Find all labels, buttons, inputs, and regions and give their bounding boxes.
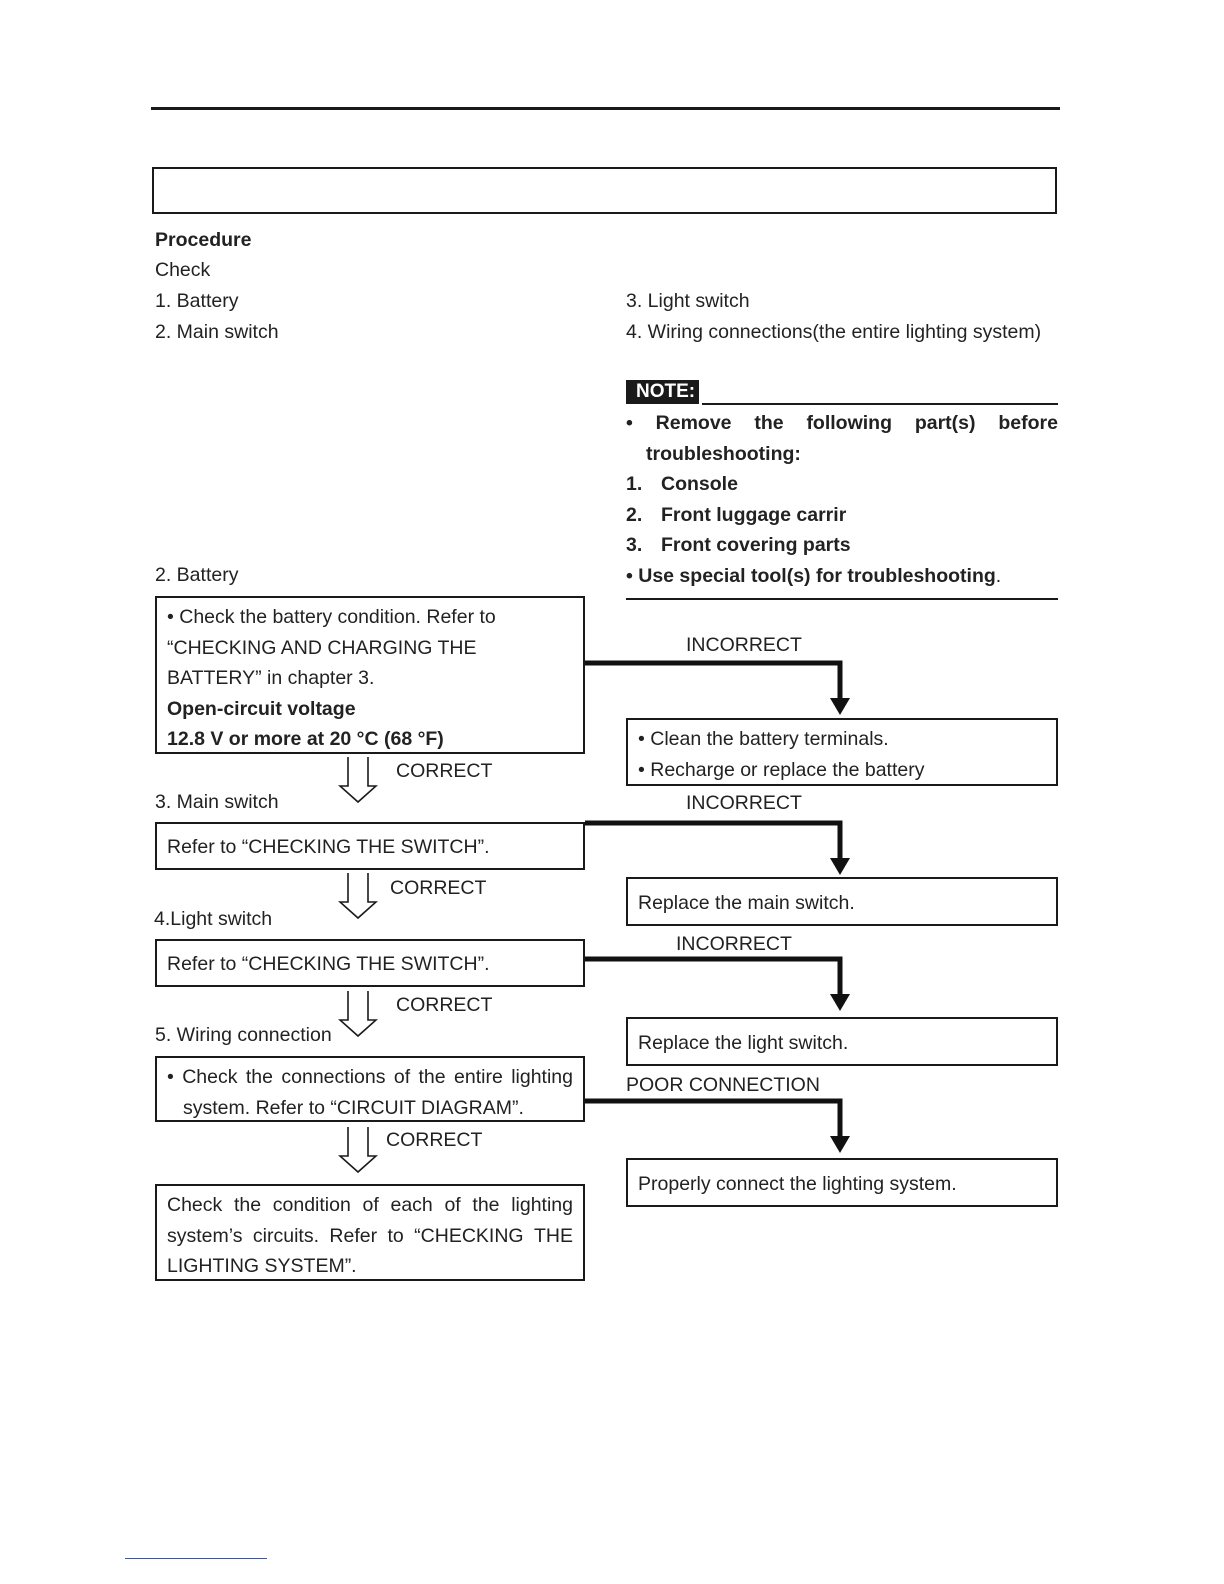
note-part-text: Front luggage carrir bbox=[661, 504, 847, 526]
check-item: 4. Wiring connections(the entire lighting system) bbox=[626, 321, 1042, 343]
check-label: Check bbox=[155, 259, 211, 281]
main-switch-check-box bbox=[155, 822, 585, 870]
box-line bbox=[167, 1190, 573, 1221]
word: the bbox=[418, 1066, 446, 1088]
word: lighting bbox=[511, 1194, 573, 1216]
word: THE bbox=[534, 1224, 573, 1247]
header-rule bbox=[151, 107, 1060, 110]
word: system’s bbox=[167, 1224, 243, 1247]
down-arrow-icon bbox=[338, 756, 378, 804]
word: the bbox=[472, 1194, 500, 1216]
word: Check bbox=[167, 1194, 223, 1216]
word: of bbox=[444, 1194, 461, 1216]
correct-label: CORRECT bbox=[396, 760, 493, 782]
word: of bbox=[362, 1194, 379, 1216]
wiring-check-box bbox=[155, 1056, 585, 1122]
step-label-battery: 2. Battery bbox=[155, 564, 239, 586]
wiring-remedy-box bbox=[626, 1158, 1058, 1207]
word: lighting bbox=[511, 1066, 573, 1088]
box-line: Properly connect the lighting system. bbox=[638, 1173, 957, 1195]
box-line bbox=[167, 1062, 573, 1093]
box-line: • Clean the battery terminals. bbox=[638, 728, 889, 750]
spec-value: 12.8 V or more at 20 °C (68 °F) bbox=[167, 728, 444, 751]
incorrect-label: INCORRECT bbox=[686, 634, 802, 656]
special-tool-text: • Use special tool(s) for troubleshooting bbox=[626, 565, 996, 587]
note-rule-top bbox=[702, 403, 1058, 405]
word: “CHECKING bbox=[414, 1224, 524, 1247]
box-line: “CHECKING AND CHARGING THE bbox=[167, 636, 477, 659]
down-arrow-icon bbox=[338, 872, 378, 920]
box-line: Refer to “CHECKING THE SWITCH”. bbox=[167, 953, 490, 975]
check-item: 2. Main switch bbox=[155, 321, 279, 343]
note-rule-bottom bbox=[626, 598, 1058, 600]
bullet: • bbox=[626, 412, 633, 434]
note-word: following bbox=[806, 412, 892, 434]
correct-label: CORRECT bbox=[396, 994, 493, 1016]
correct-label: CORRECT bbox=[390, 877, 487, 899]
word: of bbox=[393, 1066, 411, 1088]
word: each bbox=[390, 1194, 433, 1216]
main-switch-remedy-box bbox=[626, 877, 1058, 926]
incorrect-flow-arrow bbox=[585, 658, 855, 718]
box-line: Replace the main switch. bbox=[638, 892, 855, 914]
correct-label: CORRECT bbox=[386, 1129, 483, 1151]
step-label-light-switch: 4.Light switch bbox=[154, 908, 273, 930]
incorrect-label: INCORRECT bbox=[686, 792, 802, 814]
box-line: BATTERY” in chapter 3. bbox=[167, 667, 375, 690]
note-word: part(s) bbox=[914, 412, 976, 434]
word: entire bbox=[454, 1066, 503, 1088]
box-line: LIGHTING SYSTEM”. bbox=[167, 1255, 357, 1278]
incorrect-label: INCORRECT bbox=[676, 933, 792, 955]
word: Check bbox=[182, 1066, 238, 1088]
note-word: the bbox=[754, 412, 784, 434]
incorrect-flow-arrow bbox=[585, 818, 855, 878]
note-part-number: 2. bbox=[626, 504, 643, 526]
word: connections bbox=[281, 1066, 386, 1088]
bullet: • bbox=[167, 1066, 174, 1088]
poor-connection-label: POOR CONNECTION bbox=[626, 1074, 820, 1096]
light-switch-remedy-box bbox=[626, 1017, 1058, 1066]
footer-link-underline bbox=[125, 1558, 267, 1559]
word: Refer bbox=[329, 1224, 378, 1247]
section-title-box bbox=[152, 167, 1057, 214]
step-label-wiring: 5. Wiring connection bbox=[155, 1024, 332, 1046]
note-part-number: 1. bbox=[626, 473, 643, 495]
note-part-text: Front covering parts bbox=[661, 534, 851, 556]
box-line: Refer to “CHECKING THE SWITCH”. bbox=[167, 836, 490, 858]
box-line: Replace the light switch. bbox=[638, 1032, 849, 1054]
note-label: NOTE: bbox=[626, 380, 699, 404]
note-word: Remove bbox=[655, 412, 732, 434]
note-line-2: troubleshooting: bbox=[646, 443, 801, 465]
light-switch-check-box bbox=[155, 939, 585, 987]
spec-title: Open-circuit voltage bbox=[167, 697, 356, 720]
down-arrow-icon bbox=[338, 990, 378, 1038]
check-item: 3. Light switch bbox=[626, 290, 750, 312]
final-check-box bbox=[155, 1184, 585, 1281]
check-item: 1. Battery bbox=[155, 290, 239, 312]
battery-check-box bbox=[155, 596, 585, 754]
step-label-main-switch: 3. Main switch bbox=[155, 791, 279, 813]
note-part-number: 3. bbox=[626, 534, 643, 556]
word: the bbox=[245, 1066, 273, 1088]
word: circuits. bbox=[252, 1224, 319, 1247]
note-special-tool bbox=[626, 561, 1001, 592]
battery-remedy-box bbox=[626, 718, 1058, 786]
box-line bbox=[167, 1221, 573, 1252]
note-word: before bbox=[998, 412, 1058, 434]
note-part-text: Console bbox=[661, 473, 738, 495]
word: to bbox=[387, 1224, 404, 1247]
box-line: • Check the battery condition. Refer to bbox=[167, 606, 496, 628]
note-line-1 bbox=[626, 408, 1058, 439]
word: the bbox=[233, 1194, 262, 1216]
poor-connection-flow-arrow bbox=[585, 1096, 855, 1156]
incorrect-flow-arrow bbox=[585, 954, 855, 1014]
word: condition bbox=[272, 1194, 351, 1216]
down-arrow-icon bbox=[338, 1126, 378, 1174]
special-tool-period: . bbox=[995, 565, 1002, 587]
box-line: • Recharge or replace the battery bbox=[638, 758, 925, 781]
box-line: system. Refer to “CIRCUIT DIAGRAM”. bbox=[183, 1096, 524, 1119]
procedure-label: Procedure bbox=[155, 229, 252, 251]
